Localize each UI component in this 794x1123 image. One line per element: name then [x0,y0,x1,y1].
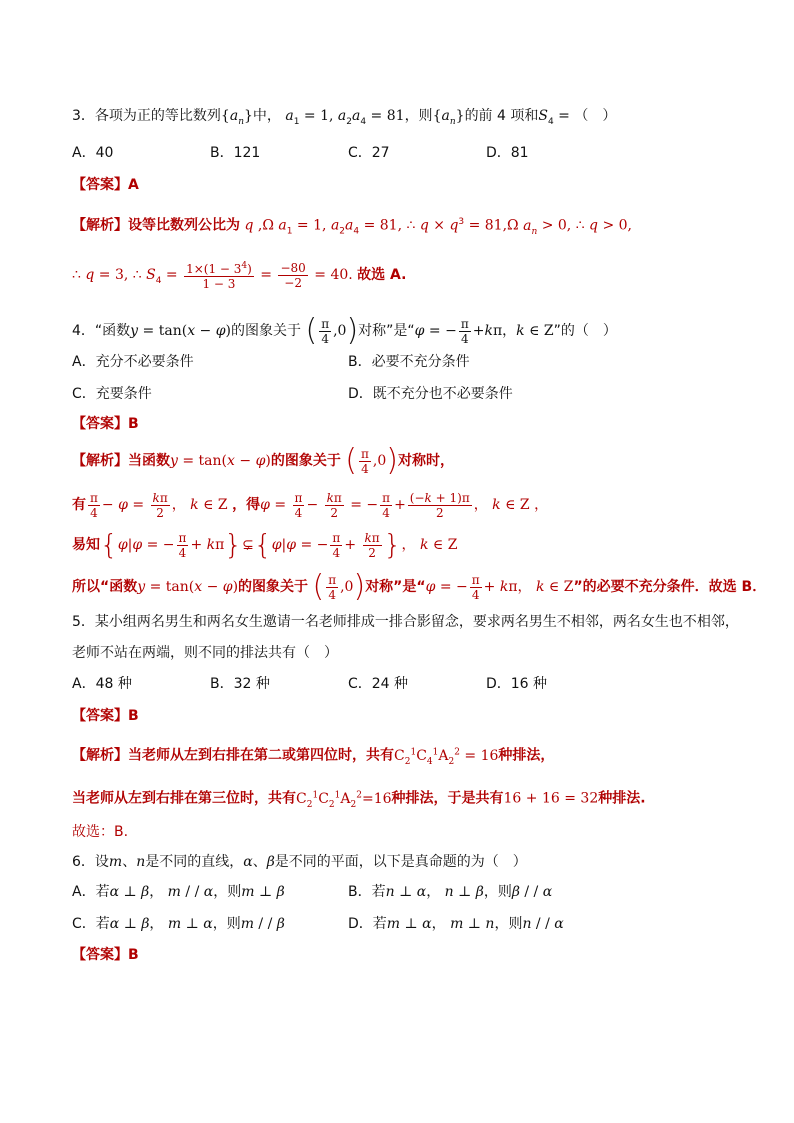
q5-option-a: A．48 种 [72,676,132,692]
q6-option-a: A．若α ⊥ β， m / / α，则m ⊥ β [72,884,285,900]
q3-option-c: C．27 [348,145,390,161]
q4-analysis-2: 有 $\frac{\pi}{4}$ − φ = $\frac{k\pi}{2}$ ， k ∈ Z ，得φ = $\frac{\pi}{4}$ − $\frac{k\pi}{2}$ = − $\frac{\pi}{4}$ + $\frac{(-k + 1)\pi}{2}$ ， k ∈ Z ， [72,490,549,520]
q5-analysis-3: 故选：B. [72,824,129,840]
q3-analysis-1: 【解析】设等比数列公比为 q ,Ω $a_1 = 1$, $a_2a_4 = 81$, ∴ $q \times q^3 = 81,\Omega$ $a_n > 0$, ∴ q > 0, [72,217,633,237]
q4-analysis-1: 【解析】当函数y = tan(x − φ)的图象关于 ( $\frac{\pi}{4}$ ,0)对称时， [72,443,454,478]
q6-option-c: C．若α ⊥ β， m ⊥ α，则m / / β [72,916,285,932]
q5-option-b: B．32 种 [210,676,270,692]
q4-option-a: A．充分不必要条件 [72,354,194,370]
q3-stem-text: 3．各项为正的等比数列 [72,108,221,124]
q5-option-c: C．24 种 [348,676,409,692]
q4-option-d: D．既不充分也不必要条件 [348,386,513,402]
q5-stem-1: 5．某小组两名男生和两名女生邀请一名老师排成一排合影留念，要求两名男生不相邻，两名女生也不相邻， [72,614,739,630]
q3-answer: 【答案】A [72,177,139,193]
q6-answer: 【答案】B [72,947,139,963]
q4-analysis-3: 易知{φ|φ = − $\frac{\pi}{4}$ + kπ}⊊{φ|φ = − $\frac{\pi}{4}$ + $\frac{k\pi}{2}$ }， k ∈ Z [72,528,458,561]
q5-answer: 【答案】B [72,708,139,724]
q3-stem: 3．各项为正的等比数列$\{a_n\}$中， $a_1 = 1$, $a_2a_4 = 81$，则$\{a_n\}$的前 4 项和$S_4$ = （ ） [72,108,617,127]
q6-option-b: B．若n ⊥ α， n ⊥ β，则β / / α [348,884,553,900]
q4-option-b: B．必要不充分条件 [348,354,470,370]
q5-stem-2: 老师不站在两端，则不同的排法共有（ ） [72,645,338,661]
q4-option-c: C．充要条件 [72,386,152,402]
q6-option-d: D．若m ⊥ α， m ⊥ n，则n / / α [348,916,564,932]
q4-analysis-4: 所以“函数y = tan(x − φ)的图象关于 ( $\frac{\pi}{4}$ ,0)对称”是“φ = − $\frac{\pi}{4}$ + kπ， k ∈ Z”的必要不充分条件．故选 B． [72,569,767,604]
q3-option-d: D．81 [486,145,529,161]
q6-stem: 6．设m、n是不同的直线，α、β是不同的平面，以下是真命题的为（ ） [72,854,527,870]
q5-analysis-2: 当老师从左到右排在第三位时，共有$C_2^1C_2^1A_2^2=16$种排法，于是共有16 + 16 = 32种排法. [72,790,646,810]
q3-option-b: B．121 [210,145,261,161]
q4-stem: 4．“函数y = tan(x − φ)的图象关于 ( $\frac{\pi}{4}$ ,0)对称”是“φ = − $\frac{\pi}{4}$ +kπ，k ∈ Z”的（ ） [72,313,617,348]
q5-analysis-1: 【解析】当老师从左到右排在第二或第四位时，共有$C_2^1C_4^1A_2^2 = 16$种排法， [72,747,555,767]
q5-option-d: D．16 种 [486,676,548,692]
q3-option-a: A．40 [72,145,114,161]
q4-answer: 【答案】B [72,416,139,432]
q3-analysis-2: ∴ q = 3, ∴ $S_4$ = $\frac{1\times(1 - 3^4)}{1 - 3}$ = $\frac{-80}{-2}$ = 40. 故选 A. [72,260,407,291]
